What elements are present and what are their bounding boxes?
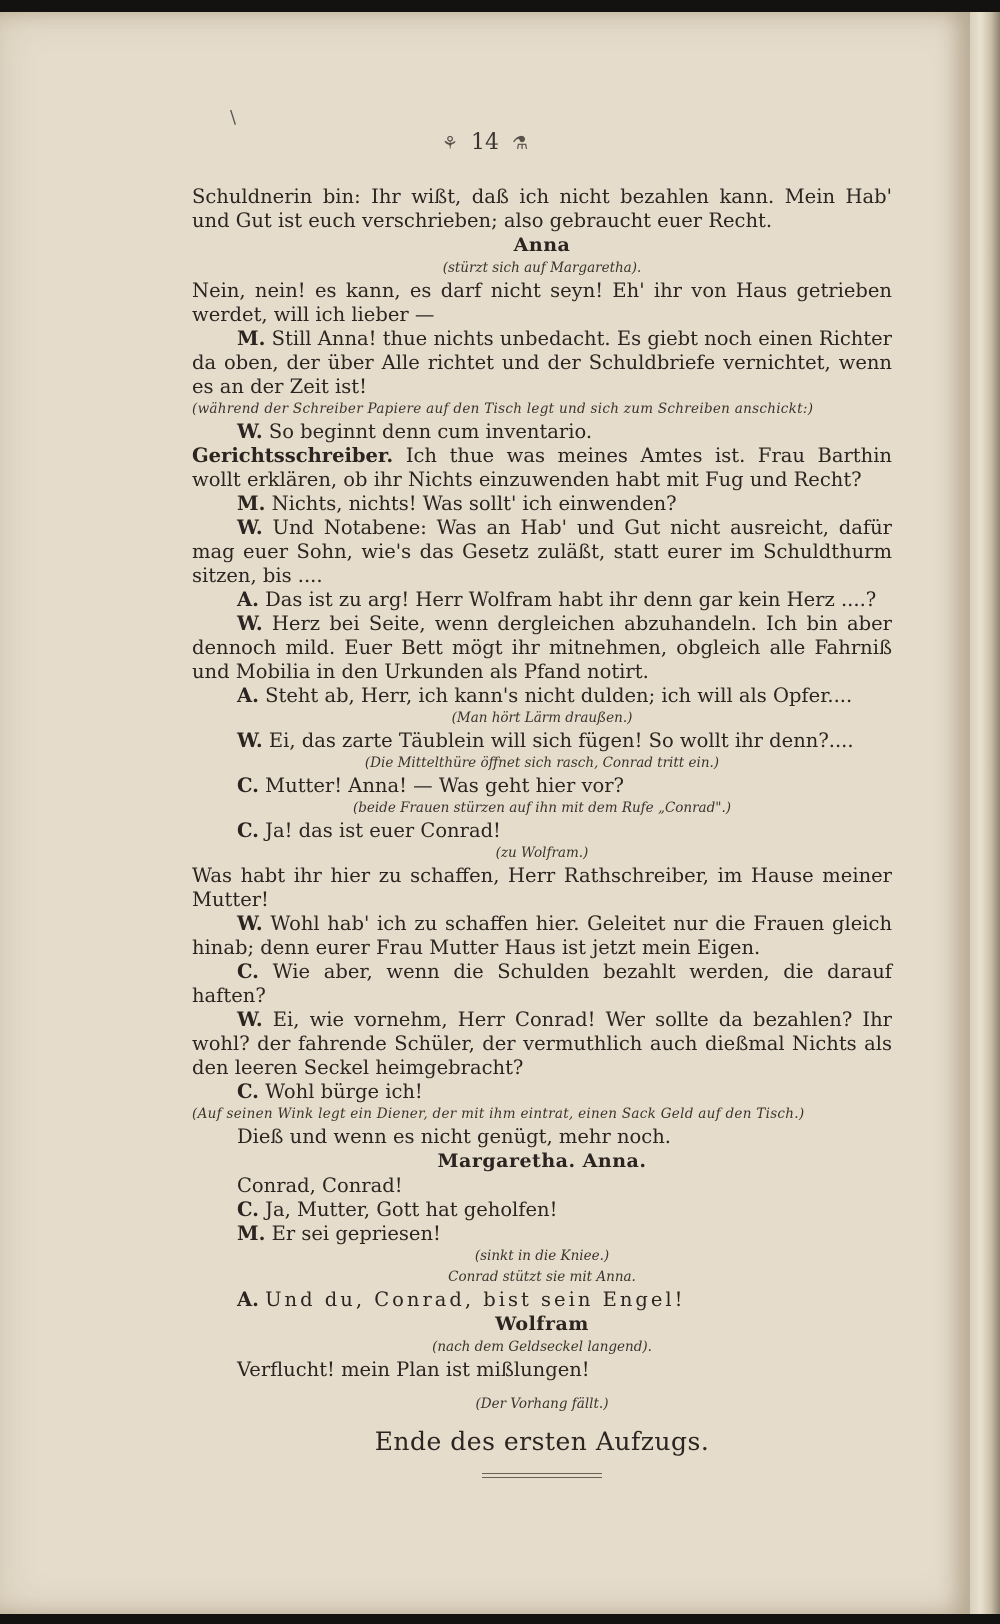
play-text [192,185,892,1478]
stage-direction: (Auf seinen Wink legt ein Diener, der mit ihm eintrat, einen Sack Geld auf den Tisch.) [192,1106,805,1122]
speaker-tag: W. [237,516,263,539]
dialogue-text: Nichts, nichts! Was sollt' ich einwenden? [271,492,677,515]
act-end-title: Ende des ersten Aufzugs. [374,1427,710,1456]
dialogue-line [192,516,892,588]
dialogue-text: Wie aber, wenn die Schulden bezahlt werden, die darauf haften? [192,960,892,1007]
speaker-heading: Anna [513,234,571,256]
right-ornament-icon: ⚗ [512,133,529,154]
book-page [0,12,970,1614]
dialogue-line [192,1198,892,1222]
speaker-tag: A. [237,684,259,707]
dialogue-line: Nein, nein! es kann, es darf nicht seyn! Eh' ihr von Haus getrieben werdet, will ich lieber — [192,279,892,326]
pencil-mark: \ [230,107,237,128]
dialogue-line [192,588,892,612]
dialogue-line: Verflucht! mein Plan ist mißlungen! [237,1358,590,1381]
speaker-tag: M. [237,1222,266,1245]
dialogue-line [192,684,892,708]
dialogue-text: Ei, wie vornehm, Herr Conrad! Wer sollte da bezahlen? Ihr wohl? der fahrende Schüler, der vermuthlich auch dießmal Nichts als den leeren Seckel heimgebracht? [192,1008,892,1079]
dialogue-line: Conrad, Conrad! [237,1174,403,1197]
speaker-tag: C. [237,819,259,842]
dialogue-line [192,1222,892,1246]
stage-direction: (beide Frauen stürzen auf ihn mit dem Rufe „Conrad".) [352,800,732,816]
dialogue-line: Was habt ihr hier zu schaffen, Herr Rathschreiber, im Hause meiner Mutter! [192,864,892,911]
stage-direction: (sinkt in die Kniee.) [474,1248,610,1264]
spacer [192,1382,892,1394]
dialogue-line [192,960,892,1008]
dialogue-line [192,819,892,843]
dialogue-text: Ja, Mutter, Gott hat geholfen! [265,1198,558,1221]
speaker-tag: W. [237,729,263,752]
dialogue-text: Still Anna! thue nichts unbedacht. Es giebt noch einen Richter da oben, der über Alle richtet und der Schuldbriefe vernichtet, wenn es an der Zeit ist! [192,327,893,398]
page-number: 14 [471,130,499,155]
dialogue-text: Steht ab, Herr, ich kann's nicht dulden; ich will als Opfer.... [265,684,853,707]
dialogue-line [192,1080,892,1104]
speaker-tag: A. [237,588,259,611]
speaker-tag: W. [237,1008,263,1031]
page-header [0,130,970,155]
speaker-tag: W. [237,912,263,935]
dialogue-line [192,729,892,753]
speaker-tag: C. [237,774,259,797]
stage-direction: (stürzt sich auf Margaretha). [442,260,642,276]
speaker-tag: Gerichtsschreiber. [192,444,394,467]
stage-direction: (zu Wolfram.) [495,845,589,861]
dialogue-text: Ich thue was meines Amtes ist. Frau Barthin wollt erklären, ob ihr Nichts einzuwenden habt mit Fug und Recht? [192,444,892,491]
speaker-tag: A. [237,1288,259,1311]
speaker-tag: M. [237,327,266,350]
speaker-heading: Wolfram [495,1313,589,1335]
stage-direction: (Man hört Lärm draußen.) [451,710,633,726]
dialogue-line [192,492,892,516]
stage-direction: Conrad stützt sie mit Anna. [448,1269,636,1285]
dialogue-text: Wohl hab' ich zu schaffen hier. Geleitet nur die Frauen gleich hinab; denn eurer Frau Mutter Haus ist jetzt mein Eigen. [192,912,893,959]
dialogue-line [192,327,892,399]
stage-direction: (Die Mittelthüre öffnet sich rasch, Conrad tritt ein.) [364,755,720,771]
dialogue-line [192,774,892,798]
speaker-tag: C. [237,1198,259,1221]
dialogue-text: So beginnt denn cum inventario. [268,420,593,443]
dialogue-line: Dieß und wenn es nicht genügt, mehr noch. [237,1125,671,1148]
dialogue-text: Ei, das zarte Täublein will sich fügen! So wollt ihr denn?.... [268,729,854,752]
stage-direction: (Der Vorhang fällt.) [475,1396,609,1412]
closing-rule [482,1473,602,1478]
dialogue-line [192,1008,892,1080]
dialogue-text: Das ist zu arg! Herr Wolfram habt ihr denn gar kein Herz ....? [265,588,877,611]
speaker-tag: W. [237,612,263,635]
dialogue-text: Herz bei Seite, wenn dergleichen abzuhandeln. Ich bin aber dennoch mild. Euer Bett mögt ihr mitnehmen, obgleich alle Fahrniß und Mobilia in den Urkunden als Pfand notirt. [192,612,892,683]
dialogue-line [192,420,892,444]
speaker-tag: W. [237,420,263,443]
speaker-tag: C. [237,1080,259,1103]
speaker-heading: Margaretha. Anna. [437,1150,647,1172]
dialogue-text: Und Notabene: Was an Hab' und Gut nicht ausreicht, dafür mag euer Sohn, wie's das Gesetz zuläßt, statt eurer im Schuldthurm sitzen, bis .... [192,516,892,587]
dialogue-text: Er sei gepriesen! [271,1222,441,1245]
dialogue-line [192,444,892,492]
speaker-tag: C. [237,960,259,983]
dialogue-line: Schuldnerin bin: Ihr wißt, daß ich nicht bezahlen kann. Mein Hab' und Gut ist euch verschrieben; also gebraucht euer Recht. [192,185,892,232]
dialogue-line [192,1288,892,1312]
dialogue-line [192,612,892,684]
dialogue-text: Ja! das ist euer Conrad! [265,819,501,842]
left-ornament-icon: ⚘ [441,133,458,154]
stage-direction: (während der Schreiber Papiere auf den Tisch legt und sich zum Schreiben anschickt:) [192,401,814,417]
stage-direction: (nach dem Geldseckel langend). [432,1339,652,1355]
dialogue-text: Mutter! Anna! — Was geht hier vor? [265,774,625,797]
dialogue-text: Wohl bürge ich! [265,1080,423,1103]
dialogue-line [192,912,892,960]
dialogue-text: Und du, Conrad, bist sein Engel! [265,1288,686,1311]
book-edge [970,12,1000,1614]
speaker-tag: M. [237,492,266,515]
